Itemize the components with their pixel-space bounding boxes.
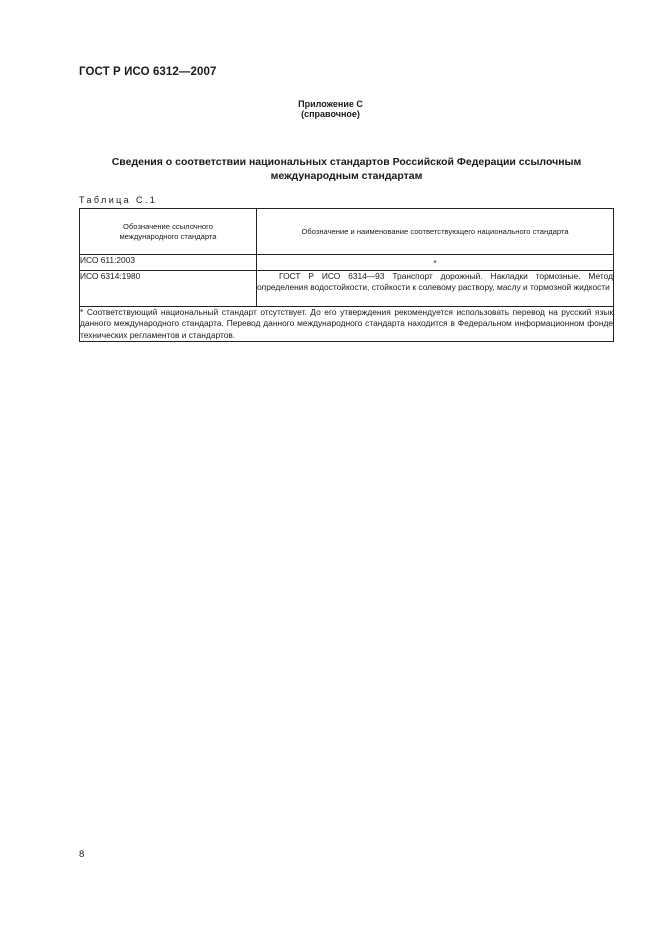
header-international-standard: Обозначение ссылочного международного стандарта (80, 209, 257, 255)
table-footnote: * Соответствующий национальный стандарт отсутствует. До его утверждения рекомендуется использовать перевод на русский язык данного международного стандарта. Перевод данного международного стандарта находится в Федеральном информационном фонде технических регламентов и стандартов. (80, 307, 613, 340)
appendix-heading (0, 99, 661, 119)
table-row (80, 255, 614, 271)
page-number: 8 (79, 849, 85, 860)
appendix-type: (справочное) (301, 109, 360, 119)
cell-international-standard: ИСО 6314:1980 (80, 271, 257, 307)
header-national-standard: Обозначение и наименование соответствующего национального стандарта (257, 209, 614, 255)
table-footnote-row (80, 307, 614, 342)
cell-national-standard: ГОСТ Р ИСО 6314—93 Транспорт дорожный. Накладки тормозные. Метод определения водостойкости, стойкости к солевому раствору, маслу и тормозной жидкости (257, 271, 614, 307)
section-title-line-1: Сведения о соответствии национальных стандартов Российской Федерации ссылочным (111, 156, 582, 168)
table-row (80, 271, 614, 307)
table-header-row (80, 209, 614, 255)
cell-national-standard: * (257, 255, 614, 271)
document-code: ГОСТ Р ИСО 6312—2007 (79, 66, 217, 78)
appendix-title: Приложение С (298, 99, 363, 109)
correspondence-table (79, 208, 614, 342)
cell-international-standard: ИСО 611:2003 (80, 255, 257, 271)
section-title-line-2: международным стандартам (270, 170, 423, 182)
section-title (79, 155, 614, 183)
table-caption: Таблица С.1 (79, 195, 158, 205)
